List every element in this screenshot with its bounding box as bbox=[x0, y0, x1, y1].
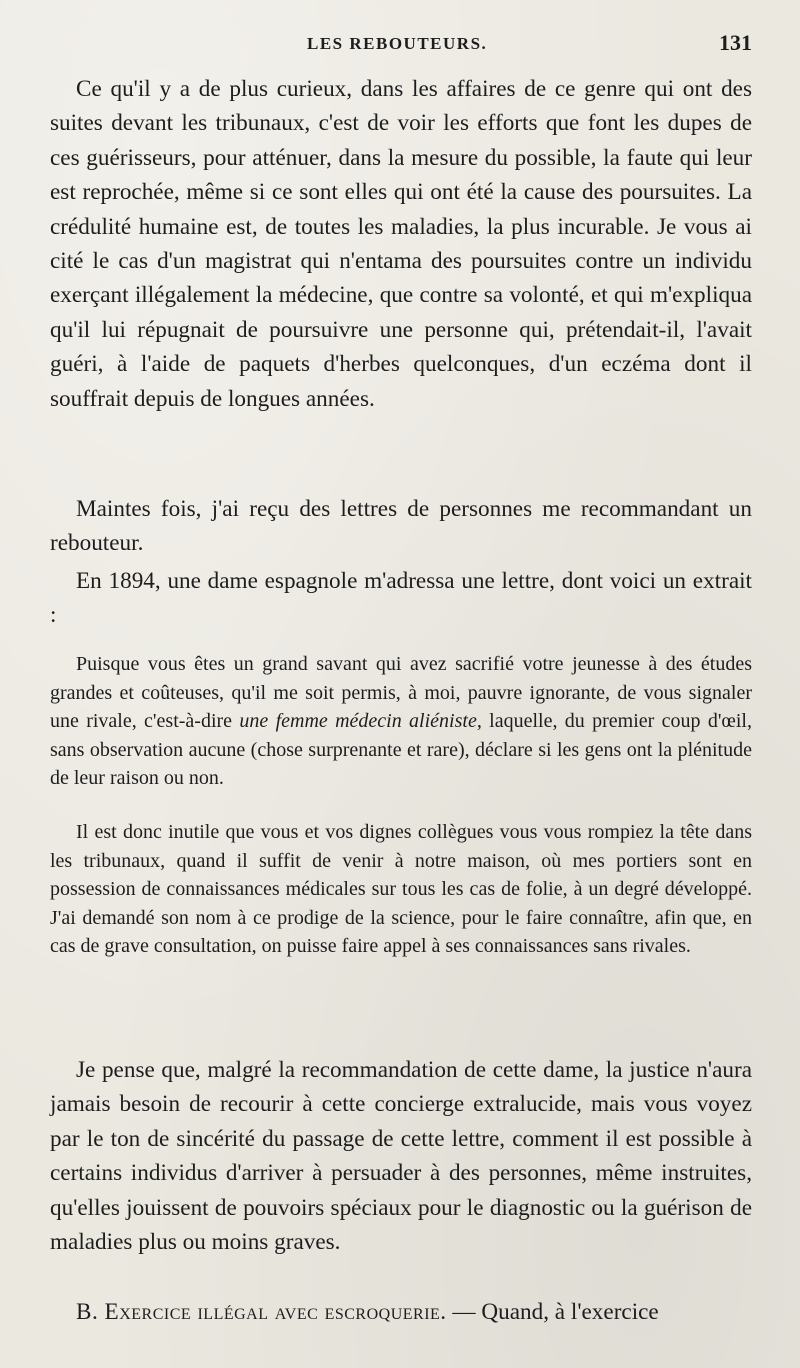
quote-text: Il est donc inutile que vous et vos dignes collègues vous vous rompiez la tête dans les tribunaux, quand il suffit de venir à notre maison, où mes portiers sont en possession de connaissances médicales sur tous les cas de folie, à un degré développé. J'ai demandé son nom à ce prodige de la science, pour le faire connaître, afin que, en cas de grave consultation, on puisse faire appel à ses connaissances sans rivales. bbox=[50, 821, 752, 958]
paragraph-4 bbox=[50, 1053, 752, 1259]
paragraph-3 bbox=[50, 564, 752, 633]
letter-quote-2 bbox=[50, 818, 752, 961]
paragraph-text: En 1894, une dame espagnole m'adressa une lettre, dont voici un extrait : bbox=[50, 568, 752, 629]
quote-text-before: Puisque vous êtes un grand savant qui avez sacrifié votre jeunesse à des études grandes et coûteuses, qu'il me soit permis, à moi, pauvre ignorante, de vous signaler une rivale, c'est-à-dire bbox=[50, 653, 752, 733]
page-number: 131 bbox=[719, 30, 752, 55]
quote-text-after: laquelle, du premier coup d'œil, sans observation aucune (chose surprenante et rare), déclare si les gens ont la plénitude de leur raison ou non. bbox=[50, 710, 752, 790]
paragraph-2 bbox=[50, 492, 752, 561]
page-header bbox=[0, 30, 800, 60]
paragraph-text: Maintes fois, j'ai reçu des lettres de personnes me recommandant un rebouteur. bbox=[50, 496, 752, 557]
paragraph-text bbox=[50, 1295, 752, 1329]
section-text: — Quand, à l'exercice bbox=[446, 1299, 659, 1325]
section-heading: B. Exercice illégal avec escroquerie. bbox=[76, 1299, 447, 1325]
paragraph-1 bbox=[50, 72, 752, 416]
letter-quote-1 bbox=[50, 650, 752, 793]
paragraph-text: Ce qu'il y a de plus curieux, dans les affaires de ce genre qui ont des suites devant les tribunaux, c'est de voir les efforts que font les dupes de ces guérisseurs, pour atténuer, dans la mesure du possible, la faute qui leur est reprochée, même si ce sont elles qui ont été la cause des poursuites. La crédulité humaine est, de toutes les maladies, la plus incurable. Je vous ai cité le cas d'un magistrat qui n'entama des poursuites contre un individu exerçant illégalement la médecine, que contre sa volonté, et qui m'expliqua qu'il lui répugnait de poursuivre une personne qui, prétendait-il, l'avait guéri, à l'aide de paquets d'herbes quelconques, d'un eczéma dont il souffrait depuis de longues années. bbox=[50, 76, 752, 412]
paragraph-text: Je pense que, malgré la recommandation de cette dame, la justice n'aura jamais besoin de recourir à cette concierge extralucide, mais vous voyez par le ton de sincérité du passage de cette lettre, comment il est possible à certains individus d'arriver à persuader à des personnes, même instruites, qu'elles jouissent de pouvoirs spéciaux pour le diagnostic ou la guérison de maladies plus ou moins graves. bbox=[50, 1057, 752, 1256]
quote-italic-phrase: une femme médecin aliéniste, bbox=[239, 710, 482, 733]
paragraph-5 bbox=[50, 1295, 752, 1329]
quote-text bbox=[50, 650, 752, 793]
running-title: LES REBOUTEURS. bbox=[307, 34, 488, 53]
